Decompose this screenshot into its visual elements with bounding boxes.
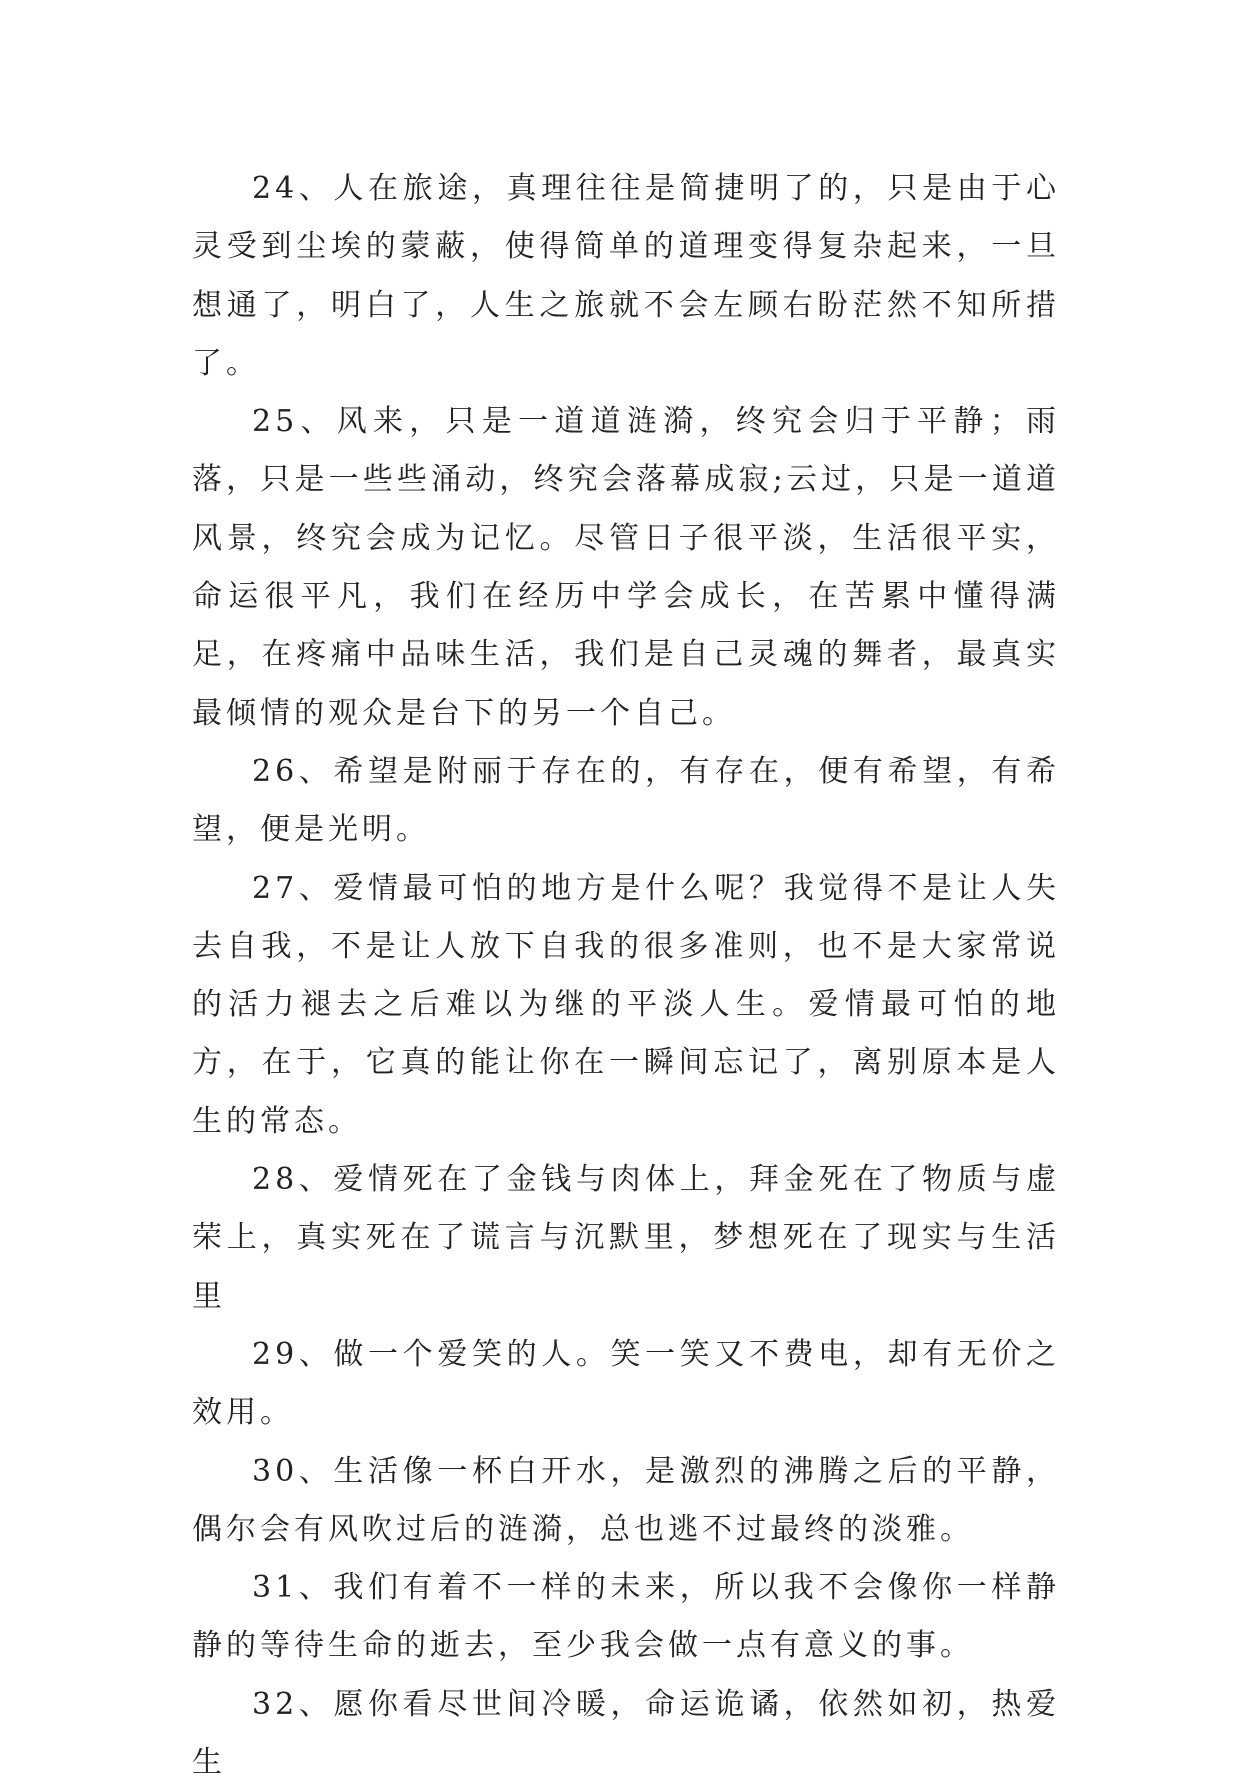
paragraph-24: 24、人在旅途，真理往往是简捷明了的，只是由于心灵受到尘埃的蒙蔽，使得简单的道理变得复杂起来，一旦想通了，明白了，人生之旅就不会左顾右盼茫然不知所措了。 [192, 171, 1060, 381]
paragraph-29: 29、做一个爱笑的人。笑一笑又不费电，却有无价之效用。 [192, 1336, 1060, 1431]
paragraph-26: 26、希望是附丽于存在的，有存在，便有希望，有希望，便是光明。 [192, 753, 1060, 848]
body-text [192, 160, 1060, 1792]
paragraph-30: 30、生活像一杯白开水，是激烈的沸腾之后的平静，偶尔会有风吹过后的涟漪，总也逃不过最终的淡雅。 [192, 1453, 1060, 1547]
paragraph-31: 31、我们有着不一样的未来，所以我不会像你一样静静的等待生命的逝去，至少我会做一点有意义的事。 [192, 1570, 1060, 1664]
paragraph-28: 28、爱情死在了金钱与肉体上，拜金死在了物质与虚荣上，真实死在了谎言与沉默里，梦想死在了现实与生活里 [192, 1162, 1060, 1314]
paragraph-25: 25、风来，只是一道道涟漪，终究会归于平静；雨落，只是一些些涌动，终究会落幕成寂;云过，只是一道道风景，终究会成为记忆。尽管日子很平淡，生活很平实，命运很平凡，我们在经历中学会成长，在苦累中懂得满足，在疼痛中品味生活，我们是自己灵魂的舞者，最真实最倾情的观众是台下的另一个自己。 [192, 404, 1060, 731]
paragraph-32: 32、愿你看尽世间冷暖，命运诡谲，依然如初，热爱生 [192, 1686, 1060, 1781]
paragraph-27: 27、爱情最可怕的地方是什么呢？我觉得不是让人失去自我，不是让人放下自我的很多准则，也不是大家常说的活力褪去之后难以为继的平淡人生。爱情最可怕的地方，在于，它真的能让你在一瞬间忘记了，离别原本是人生的常态。 [192, 870, 1060, 1139]
